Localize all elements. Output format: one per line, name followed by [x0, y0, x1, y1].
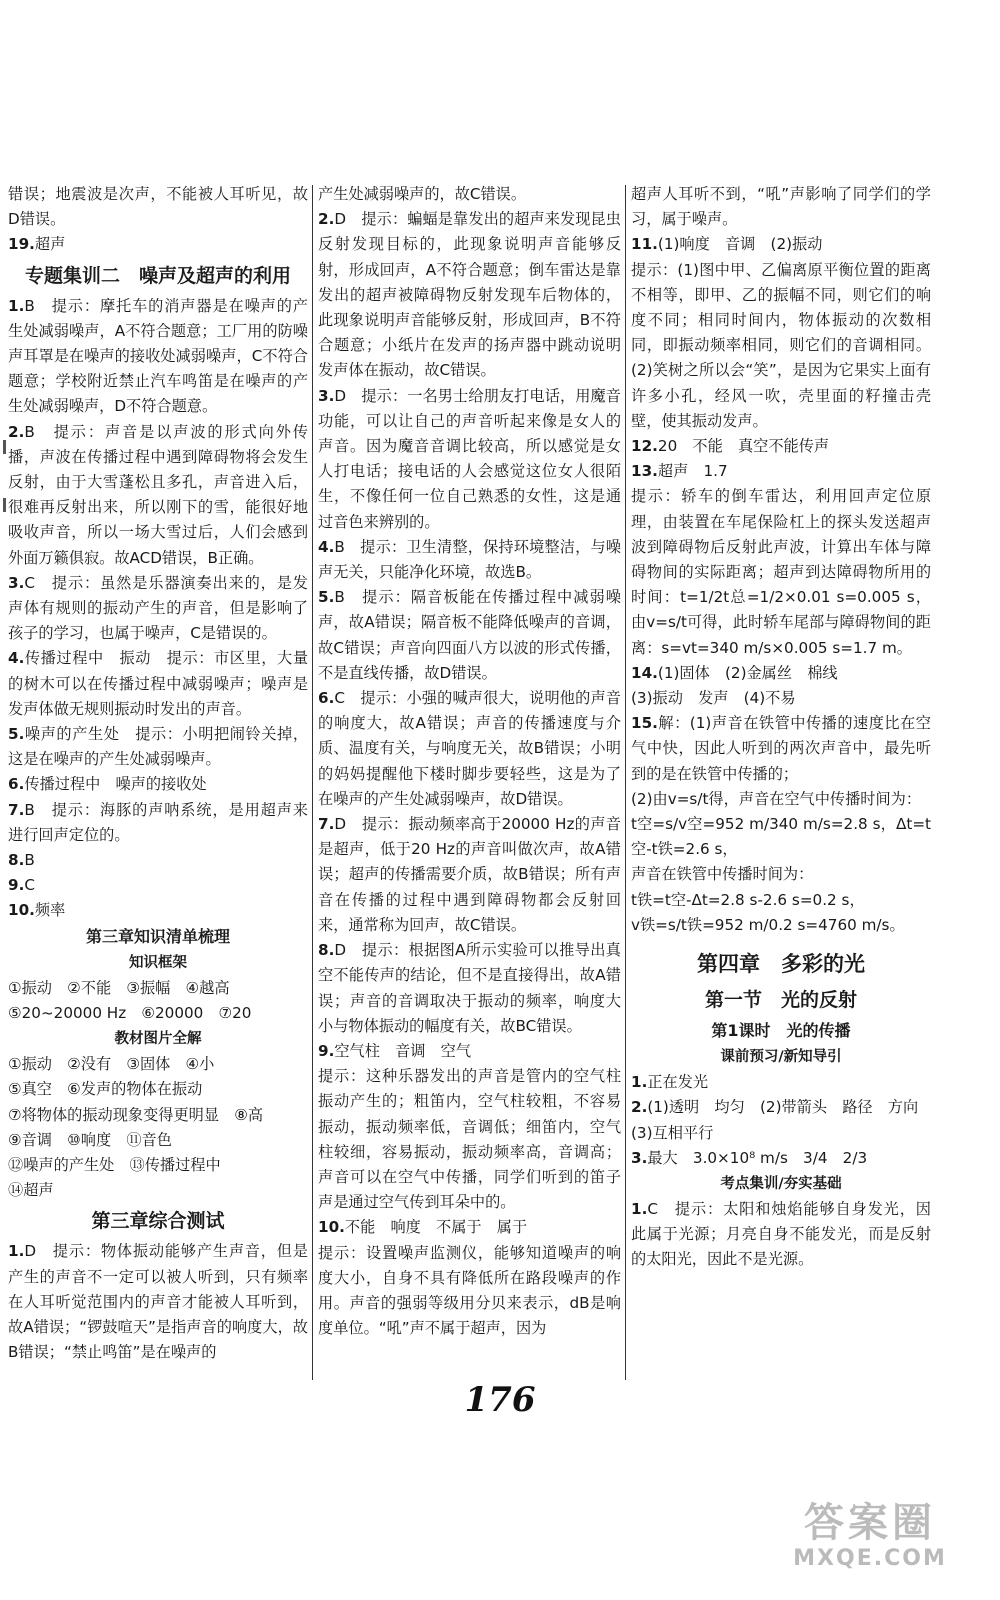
- item-text: 超声: [34, 235, 66, 254]
- answer-item: [8, 976, 308, 1001]
- item-text: D 提示：根据图A所示实验可以推导出真空不能传声的结论，但不是直接得出，故A错误；声音的音调取决于振动的频率，响度大小与物体振动的幅度有关，故BC错误。: [318, 941, 621, 1035]
- item-number: 7.: [318, 815, 335, 834]
- answer-item: [8, 1077, 308, 1102]
- item-text: 声音在铁管中传播时间为：: [631, 865, 814, 884]
- answer-item: [8, 646, 308, 722]
- item-number: 3.: [8, 573, 25, 592]
- item-text: 空气柱 音调 空气: [334, 1041, 472, 1060]
- item-text: B 提示：海豚的声呐系统，是用超声来进行回声定位的。: [8, 800, 308, 844]
- answer-item: [631, 1121, 931, 1146]
- item-text: ⑤真空 ⑥发声的物体在振动: [8, 1080, 203, 1099]
- item-text: 不能 响度 不属于 属于: [344, 1218, 528, 1237]
- item-number: 1.: [631, 1073, 648, 1092]
- answer-item: [8, 182, 308, 232]
- item-text: ①振动 ②不能 ③振幅 ④越高: [8, 978, 230, 997]
- answer-item: [8, 873, 308, 898]
- answer-item: [8, 1001, 308, 1026]
- answer-item: [631, 459, 931, 484]
- answer-item: [8, 1178, 308, 1203]
- answer-item: [318, 1064, 621, 1215]
- item-number: 7.: [8, 800, 25, 819]
- answer-item: [631, 1146, 931, 1171]
- item-number: 4.: [318, 537, 335, 556]
- item-text: ⑦将物体的振动现象变得更明显 ⑧高: [8, 1105, 264, 1124]
- item-text: B 提示：隔音板能在传播过程中减弱噪声，故A错误；隔音板不能降低噪声的音调，故C错误；声音向四面八方以波的形式传播，不是直线传播，故D错误。: [318, 588, 621, 682]
- item-number: 13.: [631, 462, 658, 481]
- answer-item: [631, 258, 931, 434]
- item-number: 9.: [318, 1041, 335, 1060]
- answer-item: [631, 232, 931, 257]
- minor-heading: 课前预习/新知导引: [720, 1049, 842, 1066]
- item-text: 解：(1)声音在铁管中传播的速度比在空气中快，因此人听到的两次声音中，最先听到的是在铁管中传播的；: [631, 714, 931, 783]
- item-text: t空=s/v空=952 m/340 m/s=2.8 s，Δt=t空-t铁=2.6 s，: [631, 815, 931, 859]
- item-text: 提示：轿车的倒车雷达，利用回声定位原理，由装置在车尾保险杠上的探头发送超声波到障碍物后反射此声波，计算出车体与障碍物间的实际距离；超声到达障碍物所用的时间：t=1/2t总=1/2×0.01 s=0.005 s，由v=s/t可得，此时轿车尾部与障碍物间的距离：s=vt=340 m/s×0.005 s=1.7 m。: [631, 487, 931, 657]
- item-text: 传播过程中 噪声的接收处: [24, 775, 207, 794]
- item-text: 20 不能 真空不能传声: [657, 437, 830, 456]
- subsection-title: 第1课时 光的传播: [711, 1021, 851, 1041]
- answer-item: [631, 661, 931, 686]
- item-number: 2.: [631, 1098, 648, 1117]
- item-text: 提示：(1)图中甲、乙偏离原平衡位置的距离不相等，即甲、乙的振幅不同，则它们的响度不同；相同时间内，物体振动的次数相同，即振动频率相同，则它们的音调相同。(2)笑树之所以会“笑”，是因为它果实上面有许多小孔，经风一吹，壳里面的籽撞击壳壁，使其振动发声。: [631, 260, 931, 430]
- item-text: ⑨音调 ⑩响度 ⑪音色: [8, 1130, 172, 1149]
- answer-item: [8, 898, 308, 923]
- answer-item: [8, 848, 308, 873]
- answer-item: [318, 585, 621, 686]
- item-number: 5.: [8, 725, 25, 744]
- scan-mark: [3, 440, 6, 454]
- item-text: v铁=s/t铁=952 m/0.2 s=4760 m/s。: [631, 915, 905, 934]
- item-text: ①振动 ②没有 ③固体 ④小: [8, 1055, 215, 1074]
- answer-item: [318, 1215, 621, 1240]
- item-text: ⑭超声: [8, 1181, 54, 1200]
- right-column: [631, 182, 931, 1273]
- answer-item: [631, 711, 931, 787]
- item-text: D 提示：蝙蝠是靠发出的超声来发现昆虫反射发现目标的，此现象说明声音能够反射，形成回声，A不符合题意；倒车雷达是靠发出的超声被障碍物反射发现车后物体的，此现象说明声音能够反射，形成回声，B不符合题意；小纸片在发声的扬声器中跳动说明发声体在振动，故C错误。: [318, 210, 621, 380]
- item-text: (1)响度 音调 (2)振动: [657, 235, 823, 254]
- item-text: (3)振动 发声 (4)不易: [631, 689, 796, 708]
- answer-item: [318, 938, 621, 1039]
- minor-heading: 教材图片全解: [114, 1031, 202, 1048]
- item-number: 6.: [8, 775, 25, 794]
- item-number: 8.: [318, 941, 335, 960]
- item-text: C 提示：太阳和烛焰能够自身发光，因此属于光源；月亮自身不能发光，而是反射的太阳光，因此不是光源。: [631, 1199, 931, 1269]
- item-number: 11.: [631, 235, 658, 254]
- answer-item: [631, 862, 931, 887]
- item-text: 频率: [34, 901, 66, 920]
- item-number: 2.: [8, 422, 25, 441]
- section-title: 第三章综合测试: [91, 1210, 225, 1233]
- item-number: 1.: [631, 1199, 648, 1218]
- item-text: B 提示：声音是以声波的形式向外传播，声波在传播过程中遇到障碍物将会发生反射，由于大雪蓬松且多孔，声音进入后，很难再反射出来，所以刚下的雪，能很好地吸收声音，所以一场大雪过后，人们会感到外面万籁俱寂。故ACD错误，B正确。: [8, 422, 308, 567]
- item-number: 5.: [318, 588, 335, 607]
- minor-heading: 考点集训/夯实基础: [720, 1175, 842, 1192]
- item-number: 1.: [8, 1242, 25, 1261]
- item-number: 10.: [8, 901, 35, 920]
- item-text: (1)固体 (2)金属丝 棉线: [657, 663, 838, 682]
- item-text: C 提示：小强的喊声很大，说明他的声音的响度大，故A错误；声音的传播速度与介质、温度有关，与响度无关，故B错误；小明的妈妈提醒他下楼时脚步要轻些，这是为了在噪声的产生处减弱噪声，故D错误。: [318, 689, 621, 808]
- answer-item: [318, 535, 621, 585]
- answer-item: [8, 1153, 308, 1178]
- answer-item: [631, 888, 931, 913]
- item-number: 3.: [318, 386, 335, 405]
- page-number: 176: [464, 1380, 536, 1420]
- answer-item: [8, 420, 308, 571]
- item-text: ⑫噪声的产生处 ⑬传播过程中: [8, 1155, 221, 1174]
- watermark: [770, 1500, 970, 1580]
- item-text: D 提示：振动频率高于20000 Hz的声音是超声，低于20 Hz的声音叫做次声，故A错误；超声的传播需要介质，故B错误；所有声音在传播的过程中遇到障碍物都会反射回来，通常称为回声，故C错误。: [318, 815, 621, 934]
- answer-item: [631, 787, 931, 812]
- item-text: ⑤20~20000 Hz ⑥20000 ⑦20: [8, 1003, 252, 1022]
- item-text: B 提示：卫生清整，保持环境整洁，与噪声无关，只能净化环境，故选B。: [318, 537, 621, 582]
- item-number: 1.: [8, 296, 25, 315]
- item-text: D 提示：一名男士给朋友打电话，用魔音功能，可以让自己的声音听起来像是女人的声音。因为魔音音调比较高，所以感觉是女人打电话；接电话的人会感觉这位女人很陌生，不像任何一位自己熟悉的女性，这是通过音色来辨别的。: [318, 386, 621, 531]
- item-number: 8.: [8, 851, 25, 870]
- item-text: 超声人耳听不到，“吼”声影响了同学们的学习，属于噪声。: [631, 185, 931, 229]
- answer-item: [318, 1241, 621, 1342]
- answer-item: [318, 812, 621, 938]
- item-text: (3)互相平行: [631, 1123, 714, 1142]
- answer-item: [8, 1103, 308, 1128]
- answer-item: [8, 571, 308, 647]
- answer-item: [8, 772, 308, 797]
- section-title: 专题集训二 噪声及超声的利用: [24, 264, 291, 287]
- item-text: 产生处减弱噪声的，故C错误。: [318, 185, 527, 203]
- item-text: 传播过程中 振动 提示：市区里，大量的树木可以在传播过程中减弱噪声；噪声是发声体做无规则振动时发出的声音。: [8, 649, 308, 718]
- left-column: [8, 182, 308, 1365]
- item-number: 15.: [631, 714, 658, 733]
- item-number: 4.: [8, 649, 25, 668]
- minor-heading: 知识框架: [129, 954, 187, 971]
- answer-item: [318, 1039, 621, 1064]
- item-text: D 提示：物体振动能够产生声音，但是产生的声音不一定可以被人听到，只有频率在人耳听觉范围内的声音才能被人耳听到，故A错误；“锣鼓喧天”是指声音的响度大，故B错误；“禁止鸣笛”是在噪声的: [8, 1242, 308, 1362]
- answer-item: [8, 1128, 308, 1153]
- item-text: B: [24, 851, 35, 870]
- item-number: 6.: [318, 689, 335, 708]
- column-divider: [625, 185, 626, 1380]
- item-number: 19.: [8, 235, 35, 254]
- watermark-logo: 答案圈: [804, 1500, 936, 1546]
- answer-item: [631, 686, 931, 711]
- answer-item: [8, 1239, 308, 1365]
- section-title: 第一节 光的反射: [704, 989, 857, 1012]
- item-text: 超声 1.7: [657, 462, 728, 481]
- item-text: 错误；地震波是次声，不能被人耳听见，故D错误。: [8, 185, 308, 229]
- middle-column: [318, 182, 621, 1341]
- chapter-title: 第四章 多彩的光: [697, 952, 865, 977]
- scan-mark: [3, 498, 6, 512]
- answer-item: [8, 722, 308, 772]
- answer-item: [318, 207, 621, 383]
- item-text: B 提示：摩托车的消声器是在噪声的产生处减弱噪声，A不符合题意；工厂用的防噪声耳罩是在噪声的接收处减弱噪声，C不符合题意；学校附近禁止汽车鸣笛是在噪声的产生处减弱噪声，D不符合题意。: [8, 296, 308, 416]
- answer-item: [8, 232, 308, 257]
- answer-item: [8, 798, 308, 848]
- item-text: 噪声的产生处 提示：小明把闹铃关掉，这是在噪声的产生处减弱噪声。: [8, 725, 308, 769]
- item-number: 14.: [631, 663, 658, 682]
- answer-item: [8, 1052, 308, 1077]
- item-text: (2)由v=s/t得，声音在空气中传播时间为：: [631, 789, 922, 808]
- item-text: C 提示：虽然是乐器演奏出来的，是发声体有规则的振动产生的声音，但是影响了孩子的学习，也属于噪声，C是错误的。: [8, 573, 308, 643]
- item-text: 正在发光: [647, 1073, 709, 1092]
- item-text: C: [24, 876, 35, 895]
- answer-item: [631, 434, 931, 459]
- answer-item: [631, 913, 931, 938]
- answer-item: [318, 182, 621, 207]
- answer-item: [8, 294, 308, 420]
- answer-item: [631, 182, 931, 232]
- item-text: t铁=t空-Δt=2.8 s-2.6 s=0.2 s，: [631, 890, 865, 909]
- item-text: 最大 3.0×10⁸ m/s 3/4 2/3: [647, 1148, 868, 1167]
- answer-item: [318, 384, 621, 535]
- answer-item: [631, 1070, 931, 1095]
- answer-item: [318, 686, 621, 812]
- item-text: 提示：设置噪声监测仪，能够知道噪声的响度大小，自身不具有降低所在路段噪声的作用。声音的强弱等级用分贝来表示，dB是响度单位。“吼”声不属于超声，因为: [318, 1243, 621, 1338]
- item-text: (1)透明 均匀 (2)带箭头 路径 方向: [647, 1098, 919, 1117]
- item-text: 提示：这种乐器发出的声音是管内的空气柱振动产生的；粗笛内，空气柱较粗，不容易振动，振动频率低，音调低；细笛内，空气柱较细，容易振动，振动频率高，音调高；声音可以在空气中传播，同学们听到的笛子声是通过空气传到耳朵中的。: [318, 1067, 621, 1212]
- subsection-title: 第三章知识清单梳理: [85, 926, 230, 946]
- item-number: 10.: [318, 1218, 345, 1237]
- item-number: 2.: [318, 210, 335, 229]
- item-number: 3.: [631, 1148, 648, 1167]
- answer-item: [631, 1197, 931, 1273]
- column-divider: [312, 185, 313, 1380]
- answer-item: [631, 1095, 931, 1120]
- answer-item: [631, 812, 931, 862]
- answer-item: [631, 484, 931, 660]
- watermark-url: MXQE.COM: [793, 1546, 947, 1571]
- item-number: 12.: [631, 437, 658, 456]
- item-number: 9.: [8, 876, 25, 895]
